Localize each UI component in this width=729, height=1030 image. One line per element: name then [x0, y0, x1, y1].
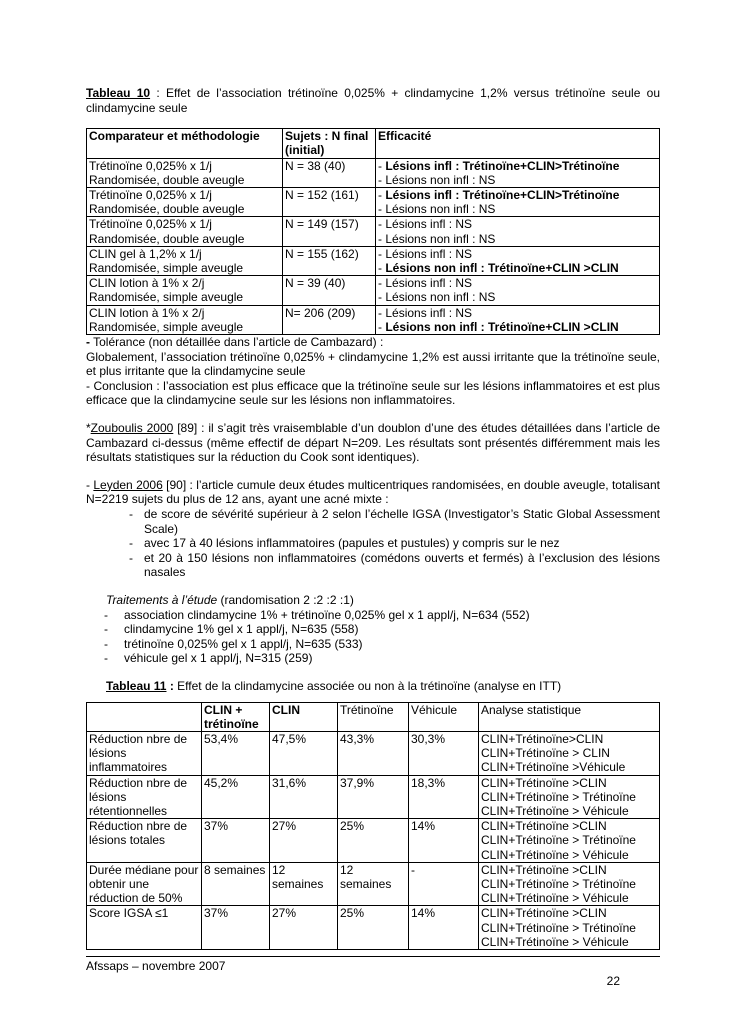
header-cell: CLIN [270, 702, 338, 731]
header-cell: Comparateur et méthodologie [87, 129, 283, 158]
header-cell: CLIN + trétinoïne [202, 702, 270, 731]
stats-line: CLIN+Trétinoïne > CLIN [481, 746, 610, 761]
comparateur-line: Trétinoïne 0,025% x 1/j [89, 188, 212, 202]
efficacite-text: Lésions infl : NS [385, 217, 473, 232]
zouboulis-ref: Zouboulis 2000 [90, 421, 174, 435]
value-cell: 37% [202, 819, 270, 863]
row-label-cell: Réduction nbre de lésions totales [87, 819, 202, 863]
traitements-list [86, 608, 660, 666]
methodologie-line: Randomisée, simple aveugle [89, 319, 244, 334]
tableau11-label: Tableau 11 [106, 678, 167, 693]
dash: - [378, 231, 386, 246]
header-cell: Analyse statistique [479, 702, 660, 731]
efficacite-line [378, 217, 657, 231]
page-number: 22 [606, 974, 620, 988]
efficacite-text: Lésions infl : NS [385, 305, 473, 320]
table-header-row [87, 129, 660, 158]
traitements-title: Traitements à l’étude [106, 592, 218, 607]
efficacite-line [378, 276, 657, 290]
value-cell: 8 semaines [202, 862, 270, 906]
tableau10-table [86, 128, 660, 335]
dash: - [378, 246, 386, 261]
methodologie-line: Randomisée, simple aveugle [89, 261, 244, 276]
header-cell: Efficacité [376, 129, 660, 158]
leyden-criteria-list [86, 507, 660, 580]
dash: - [378, 261, 386, 276]
traitements-heading [86, 593, 660, 608]
efficacite-line [378, 290, 657, 304]
efficacite-text: Lésions non infl : NS [385, 231, 496, 246]
stats-cell [479, 906, 660, 950]
stats-cell [479, 819, 660, 863]
list-item: - trétinoïne 0,025% gel x 1 appl/j, N=635 (533) [86, 637, 660, 652]
dash: - [378, 319, 386, 334]
value-cell: 14% [409, 819, 479, 863]
list-item: - véhicule gel x 1 appl/j, N=315 (259) [86, 651, 660, 666]
list-item: - association clindamycine 1% + trétinoïne 0,025% gel x 1 appl/j, N=634 (552) [86, 608, 660, 623]
dash: - [378, 172, 386, 187]
value-cell: 12 semaines [270, 862, 338, 906]
table-row [87, 862, 660, 906]
efficacite-cell [376, 305, 660, 334]
stats-line: CLIN+Trétinoïne > Véhicule [481, 891, 629, 906]
value-cell: 14% [409, 906, 479, 950]
value-cell: 25% [338, 819, 409, 863]
table-row [87, 906, 660, 950]
tableau10-caption-text: : Effet de l’association trétinoïne 0,025% + clindamycine 1,2% versus trétinoïne seule ou clindamycine seule [86, 86, 660, 115]
efficacite-cell [376, 246, 660, 275]
dash: - [378, 217, 386, 232]
efficacite-text: Lésions infl : Trétinoïne+CLIN>Trétinoïne [385, 158, 620, 173]
value-cell: 25% [338, 906, 409, 950]
efficacite-text: Lésions non infl : NS [385, 172, 496, 187]
efficacite-line [378, 306, 657, 320]
sujets-cell: N = 152 (161) [283, 188, 376, 217]
header-cell: Sujets : N final (initial) [283, 129, 376, 158]
comparateur-cell [87, 158, 283, 187]
comparateur-cell [87, 305, 283, 334]
stats-line: CLIN+Trétinoïne >CLIN [481, 819, 607, 834]
stats-line: CLIN+Trétinoïne > Véhicule [481, 847, 629, 862]
page-footer [86, 956, 660, 988]
table-header-row [87, 702, 660, 731]
leyden-prefix: - [86, 477, 94, 492]
stats-cell [479, 862, 660, 906]
globalement-paragraph: Globalement, l’association trétinoïne 0,025% + clindamycine 1,2% est aussi irritante que la trétinoïne seule, et plus irritante que la clindamycine seule [86, 349, 660, 379]
tableau11-caption-text: Effet de la clindamycine associée ou non à la trétinoïne (analyse en ITT) [173, 678, 562, 693]
value-cell: 53,4% [202, 731, 270, 775]
stats-line: CLIN+Trétinoïne > Trétinoïne [481, 789, 636, 804]
leyden-text: [90] : l’article cumule deux études multicentriques randomisées, en double aveugle, totalisant N=2219 sujets du plus de 12 ans, ayant une acné mixte : [86, 477, 660, 507]
dash: - [378, 188, 386, 202]
stats-cell [479, 731, 660, 775]
comparateur-line: Trétinoïne 0,025% x 1/j [89, 217, 212, 232]
tableau11-table [86, 702, 660, 950]
efficacite-line [378, 173, 657, 187]
methodologie-line: Randomisée, simple aveugle [89, 290, 244, 305]
efficacite-cell [376, 158, 660, 187]
efficacite-cell [376, 217, 660, 246]
dash: - [378, 276, 386, 291]
efficacite-text: Lésions non infl : NS [385, 290, 496, 305]
comparateur-cell [87, 246, 283, 275]
row-label-cell: Score IGSA ≤1 [87, 906, 202, 950]
dash: - [378, 158, 386, 173]
efficacite-text: Lésions non infl : NS [385, 202, 496, 217]
leyden-ref: Leyden 2006 [93, 477, 163, 492]
traitements-subtitle: (randomisation 2 :2 :2 :1) [217, 592, 354, 607]
efficacite-text: Lésions non infl : Trétinoïne+CLIN >CLIN [385, 261, 619, 276]
value-cell: 37,9% [338, 775, 409, 819]
header-cell: Véhicule [409, 702, 479, 731]
list-item: - de score de sévérité supérieur à 2 selon l’échelle IGSA (Investigator’s Static Global Assessment Scale) [86, 507, 660, 536]
tolerance-dash: - [86, 335, 90, 350]
methodologie-line: Randomisée, double aveugle [89, 172, 245, 187]
comparateur-line: CLIN lotion à 1% x 2/j [89, 305, 205, 320]
footer-source: Afssaps – novembre 2007 [86, 959, 226, 973]
efficacite-line [378, 232, 657, 246]
table-row [87, 731, 660, 775]
efficacite-cell [376, 276, 660, 305]
value-cell: 45,2% [202, 775, 270, 819]
comparateur-line: Trétinoïne 0,025% x 1/j [89, 158, 212, 173]
stats-line: CLIN+Trétinoïne > Trétinoïne [481, 920, 636, 935]
header-cell [87, 702, 202, 731]
efficacite-cell [376, 188, 660, 217]
dash: - [378, 305, 386, 320]
leyden-paragraph [86, 478, 660, 507]
dash: - [378, 290, 386, 305]
efficacite-text: Lésions infl : NS [385, 276, 473, 291]
comparateur-cell [87, 276, 283, 305]
value-cell: 37% [202, 906, 270, 950]
efficacite-line [378, 261, 657, 275]
table-row [87, 188, 660, 217]
value-cell: 27% [270, 819, 338, 863]
efficacite-text: Lésions infl : NS [385, 246, 473, 261]
stats-line: CLIN+Trétinoïne >CLIN [481, 906, 607, 921]
tableau10-caption [86, 86, 660, 115]
table-row [87, 775, 660, 819]
list-item: - et 20 à 150 lésions non inflammatoires (comédons ouverts et fermés) à l’exclusion des lésions nasales [86, 551, 660, 580]
value-cell: 12 semaines [338, 862, 409, 906]
value-cell: 43,3% [338, 731, 409, 775]
row-label-cell: Durée médiane pour obtenir une réduction de 50% [87, 862, 202, 906]
stats-cell [479, 775, 660, 819]
zouboulis-paragraph [86, 421, 660, 465]
methodologie-line: Randomisée, double aveugle [89, 231, 245, 246]
stats-line: CLIN+Trétinoïne>CLIN [481, 731, 604, 746]
tableau11-caption [86, 679, 660, 694]
value-cell: 18,3% [409, 775, 479, 819]
row-label-cell: Réduction nbre de lésions rétentionnelles [87, 775, 202, 819]
table-row [87, 217, 660, 246]
efficacite-line [378, 320, 657, 334]
stats-line: CLIN+Trétinoïne > Trétinoïne [481, 876, 636, 891]
value-cell: - [409, 862, 479, 906]
stats-line: CLIN+Trétinoïne >Véhicule [481, 760, 626, 775]
efficacite-line [378, 202, 657, 216]
table-row [87, 305, 660, 334]
efficacite-line [378, 247, 657, 261]
efficacite-text: Lésions non infl : Trétinoïne+CLIN >CLIN [385, 319, 619, 334]
methodologie-line: Randomisée, double aveugle [89, 202, 245, 217]
list-item: - avec 17 à 40 lésions inflammatoires (papules et pustules) y compris sur le nez [86, 536, 660, 551]
zouboulis-prefix: * [86, 421, 91, 435]
comparateur-cell [87, 217, 283, 246]
value-cell: 31,6% [270, 775, 338, 819]
conclusion-paragraph: - Conclusion : l’association est plus efficace que la trétinoïne seule sur les lésions inflammatoires et est plus efficace que la clindamycine seule sur les lésions non inflammatoires. [86, 378, 660, 408]
stats-line: CLIN+Trétinoïne >CLIN [481, 775, 607, 790]
document-page [86, 86, 660, 950]
value-cell: 27% [270, 906, 338, 950]
efficacite-line [378, 159, 657, 173]
row-label-cell: Réduction nbre de lésions inflammatoires [87, 731, 202, 775]
list-item: - clindamycine 1% gel x 1 appl/j, N=635 (558) [86, 622, 660, 637]
tableau11-colon: : [166, 678, 174, 693]
comparateur-line: CLIN lotion à 1% x 2/j [89, 276, 205, 291]
comparateur-line: CLIN gel à 1,2% x 1/j [89, 246, 202, 261]
stats-line: CLIN+Trétinoïne > Trétinoïne [481, 833, 636, 848]
stats-line: CLIN+Trétinoïne > Véhicule [481, 934, 629, 949]
tableau10-label: Tableau 10 [86, 86, 151, 100]
dash: - [378, 202, 386, 217]
table-row [87, 246, 660, 275]
header-cell: Trétinoïne [338, 702, 409, 731]
tolerance-text: Tolérance (non détaillée dans l’article de Cambazard) : [90, 335, 384, 350]
value-cell: 47,5% [270, 731, 338, 775]
zouboulis-text: [89] : il s’agit très vraisemblable d’un doublon d’une des études détaillées dans l’article de Cambazard ci-dessus (même effectif de départ N=209. Les résultats sont présentés différemment mais les résultats statistiques sur la réduction du Cook sont identiques). [86, 421, 660, 465]
tolerance-line [86, 335, 660, 350]
value-cell: 30,3% [409, 731, 479, 775]
stats-line: CLIN+Trétinoïne >CLIN [481, 862, 607, 877]
efficacite-line [378, 188, 657, 202]
sujets-cell: N = 149 (157) [283, 217, 376, 246]
table-row [87, 276, 660, 305]
sujets-cell: N = 39 (40) [283, 276, 376, 305]
stats-line: CLIN+Trétinoïne > Véhicule [481, 803, 629, 818]
table-row [87, 819, 660, 863]
sujets-cell: N = 38 (40) [283, 158, 376, 187]
table-row [87, 158, 660, 187]
efficacite-text: Lésions infl : Trétinoïne+CLIN>Trétinoïne [385, 188, 620, 202]
comparateur-cell [87, 188, 283, 217]
sujets-cell: N = 155 (162) [283, 246, 376, 275]
sujets-cell: N= 206 (209) [283, 305, 376, 334]
